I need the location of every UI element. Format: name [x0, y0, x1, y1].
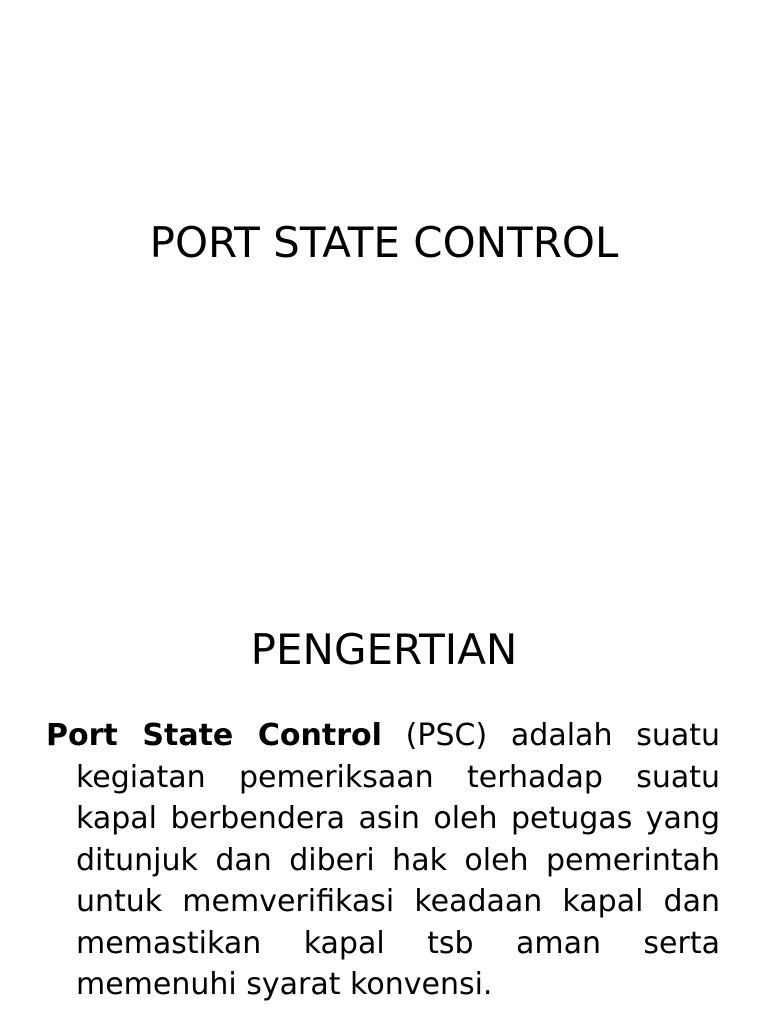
definition-term: Port State Control: [46, 718, 382, 753]
slide-title: PORT STATE CONTROL: [149, 218, 619, 267]
definition-text: (PSC) adalah suatu kegiatan pemeriksaan terhadap suatu kapal berbendera asin oleh petugas yang ditunjuk dan diberi hak oleh pemerintah untuk memverifikasi keadaan kapal dan memastikan kapal tsb aman serta memenuhi syarat konvensi.: [76, 718, 721, 1002]
slide-heading: PENGERTIAN: [250, 625, 518, 674]
definition-slide: [0, 512, 768, 1024]
definition-paragraph: [46, 715, 720, 1006]
